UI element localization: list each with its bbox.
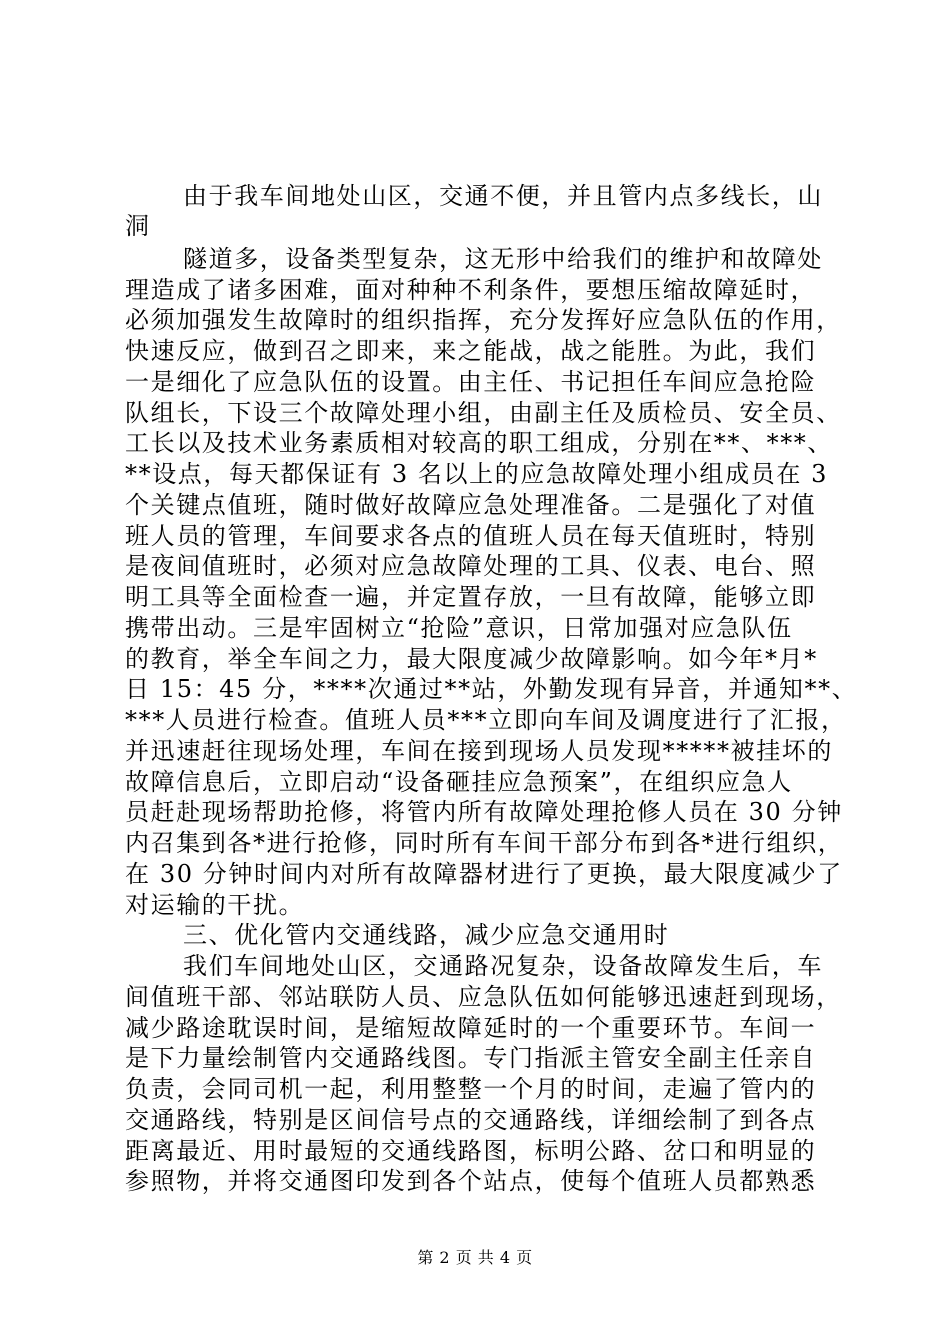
text-line: 工长以及技术业务素质相对较高的职工组成，分别在**、***、 [125,429,833,457]
text-line: 班人员的管理，车间要求各点的值班人员在每天值班时，特别 [125,522,817,550]
text-line: 减少路途耽误时间，是缩短故障延时的一个重要环节。车间一 [125,1014,817,1042]
page-number-footer: 第 2 页 共 4 页 [417,1248,533,1267]
text-line: ***人员进行检查。值班人员***立即向车间及调度进行了汇报， [125,706,847,734]
text-line: 队组长，下设三个故障处理小组，由副主任及质检员、安全员、 [125,399,842,427]
section-heading: 三、优化管内交通线路，减少应急交通用时 [183,921,670,949]
text-line: 日 15：45 分，****次通过**站，外勤发现有异音，并通知**、 [125,675,858,703]
text-line: 明工具等全面检查一遍，并定置存放，一旦有故障，能够立即 [125,583,817,611]
text-line: 理造成了诸多困难，面对种种不利条件，要想压缩故障延时， [125,276,817,304]
text-line: 洞 [125,212,151,240]
text-line: 一是细化了应急队伍的设置。由主任、书记担任车间应急抢险 [125,368,817,396]
text-line: 快速反应，做到召之即来，来之能战，战之能胜。为此，我们 [125,337,817,365]
text-line: 由于我车间地处山区，交通不便，并且管内点多线长，山 [183,182,823,210]
text-line: 内召集到各*进行抢修，同时所有车间干部分布到各*进行组织， [125,829,844,857]
text-line: 交通路线，特别是区间信号点的交通路线，详细绘制了到各点 [125,1106,817,1134]
text-line: 负责，会同司机一起，利用整整一个月的时间，走遍了管内的 [125,1075,817,1103]
text-line: 故障信息后，立即启动“设备砸挂应急预案”，在组织应急人 [125,768,793,796]
text-line: 是夜间值班时，必须对应急故障处理的工具、仪表、电台、照 [125,552,817,580]
text-line: 是下力量绘制管内交通路线图。专门指派主管安全副主任亲自 [125,1044,817,1072]
text-line: 对运输的干扰。 [125,891,305,919]
text-line: 携带出动。三是牢固树立“抢险”意识，日常加强对应急队伍 [125,614,793,642]
text-line: 距离最近、用时最短的交通线路图，标明公路、岔口和明显的 [125,1137,817,1165]
text-line: **设点，每天都保证有 3 名以上的应急故障处理小组成员在 3 [125,460,829,488]
text-line: 的教育，举全车间之力，最大限度减少故障影响。如今年*月* [125,645,818,673]
text-line: 个关键点值班，随时做好故障应急处理准备。二是强化了对值 [125,491,817,519]
text-line: 在 30 分钟时间内对所有故障器材进行了更换，最大限度减少了 [125,860,843,888]
text-line: 必须加强发生故障时的组织指挥，充分发挥好应急队伍的作用， [125,306,842,334]
text-line: 参照物，并将交通图印发到各个站点，使每个值班人员都熟悉 [125,1167,817,1195]
text-line: 我们车间地处山区，交通路况复杂，设备故障发生后，车 [183,952,823,980]
text-line: 隧道多，设备类型复杂，这无形中给我们的维护和故障处 [183,245,823,273]
text-line: 间值班干部、邻站联防人员、应急队伍如何能够迅速赶到现场， [125,983,842,1011]
text-line: 并迅速赶往现场处理，车间在接到现场人员发现*****被挂坏的 [125,737,833,765]
text-line: 员赶赴现场帮助抢修，将管内所有故障处理抢修人员在 30 分钟 [125,798,843,826]
